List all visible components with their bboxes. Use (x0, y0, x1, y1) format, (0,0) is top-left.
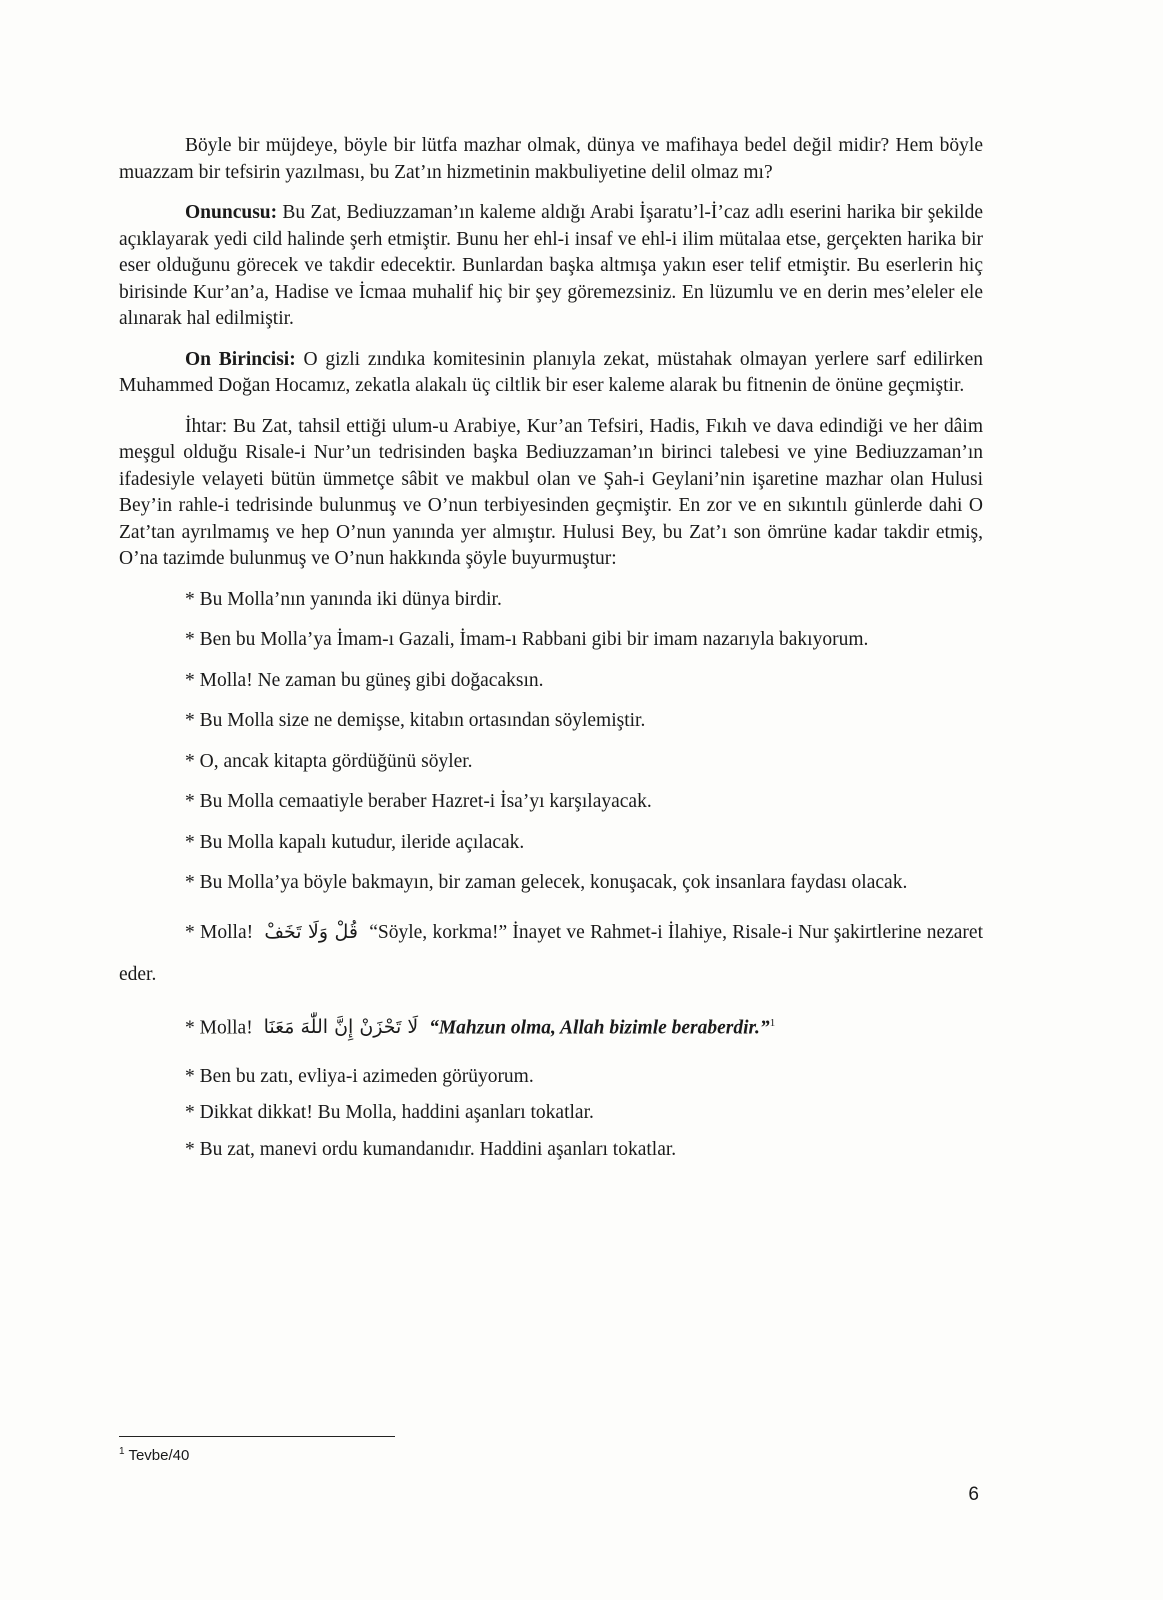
footnote (119, 1446, 189, 1464)
quote-item: * Molla! Ne zaman bu güneş gibi doğacaksın. (185, 669, 544, 691)
body-text (119, 133, 983, 1177)
quote-item-mahzun (119, 1010, 983, 1042)
footnote-number: 1 (119, 1446, 125, 1457)
quote-item: * Bu Molla’nın yanında iki dünya birdir. (185, 588, 502, 610)
quote-prefix: * Molla! (185, 921, 254, 943)
quote-item: * O, ancak kitapta gördüğünü söyler. (185, 750, 473, 772)
quote-item: * Bu Molla size ne demişse, kitabın ortasından söylemiştir. (185, 710, 646, 731)
paragraph-1: Böyle bir müjdeye, böyle bir lütfa mazhar olmak, dünya ve mafihaya bedel değil midir? Hem böyle muazzam bir tefsirin yazılması, bu Zat’ın hizmetinin makbuliyetine delil olmaz mı? (119, 135, 983, 183)
quote-item: * Ben bu zatı, evliya-i azimeden görüyorum. (185, 1065, 534, 1087)
quote-item: * Ben bu Molla’ya İmam-ı Gazali, İmam-ı Rabbani gibi bir imam nazarıyla bakıyorum. (185, 629, 869, 650)
paragraph-ihtar: İhtar: Bu Zat, tahsil ettiği ulum-u Arabiye, Kur’an Tefsiri, Hadis, Fıkıh ve dava edindiği ve her dâim meşgul olduğu Risale-i Nur’un tedrisinden başka Bediuzzaman’ın birinci talebesi ve yine Bediuzzaman’ın ifadesiyle velayeti bütün ümmetçe sâbit ve makbul olan ve Şah-i Geylani’nin işaretine mazhar olan Hulusi Bey’in rahle-i tedrisinde bulunmuş ve O’nun terbiyesinden geçmiştir. En zor ve en sıkıntılı günlerde dahi O Zat’tan ayrılmamış ve hep O’nun yanında yer almıştır. Hulusi Bey, bu Zat’ı son ömrüne kadar takdir etmiş, O’na tazimde bulunmuş ve O’nun hakkında şöyle buyurmuştur: (119, 415, 983, 569)
quote-item-korkma (119, 911, 983, 996)
footnote-text: Tevbe/40 (128, 1447, 190, 1464)
arabic-verse: قُلْ وَلَا تَخَفْ (264, 920, 358, 943)
paragraph-text: Bu Zat, Bediuzzaman’ın kaleme aldığı Arabi İşaratu’l-İ’caz adlı eserini harika bir şekilde açıklayarak yedi cild halinde şerh etmiştir. Bunu her ehl-i insaf ve ehl-i ilim mütalaa etse, gerçekten harika bir eser olduğunu görecek ve takdir edecektir. Bunlardan başka altmışa yakın eser telif etmiştir. Bu eserlerin hiç birisinde Kur’an’a, Hadise ve İcmaa muhalif hiç bir şey göremezsiniz. En lüzumlu ve en derin mes’eleler ele alınarak hal edilmiştir. (119, 202, 983, 329)
paragraph-text: O gizli zındıka komitesinin planıyla zekat, müstahak olmayan yerlere sarf edilirken Muhammed Doğan Hocamız, zekatla alakalı üç ciltlik bir eser kaleme alarak bu fitnenin de önüne geçmiştir. (119, 348, 983, 396)
paragraph-on-birincisi (119, 347, 983, 400)
quote-translation: “Mahzun olma, Allah bizimle beraberdir.” (429, 1017, 770, 1038)
quote-item: * Dikkat dikkat! Bu Molla, haddini aşanları tokatlar. (185, 1102, 594, 1123)
quote-item: * Bu Molla kapalı kutudur, ileride açılacak. (185, 831, 525, 853)
quote-text: “Söyle, korkma!” İnayet ve Rahmet-i İlahiye, Risale-i Nur şakirtlerine nezaret eder. (119, 921, 984, 985)
quote-item: * Bu Molla cemaatiyle beraber Hazret-i İsa’yı karşılayacak. (185, 791, 652, 812)
paragraph-label: On Birincisi: (185, 348, 296, 370)
page-number: 6 (968, 1484, 979, 1505)
paragraph-onuncusu (119, 200, 983, 333)
quote-item: * Bu Molla’ya böyle bakmayın, bir zaman gelecek, konuşacak, çok insanlara faydası olacak. (185, 872, 908, 893)
footnote-reference[interactable]: 1 (769, 1016, 776, 1029)
arabic-verse: لَا تَحْزَنْ إِنَّ اللّٰهَ مَعَنَا (263, 1016, 419, 1038)
quote-item: * Bu zat, manevi ordu kumandanıdır. Haddini aşanları tokatlar. (185, 1138, 677, 1160)
footnote-divider (119, 1436, 395, 1437)
quote-prefix: * Molla! (185, 1017, 253, 1038)
paragraph-label: Onuncusu: (185, 202, 278, 223)
